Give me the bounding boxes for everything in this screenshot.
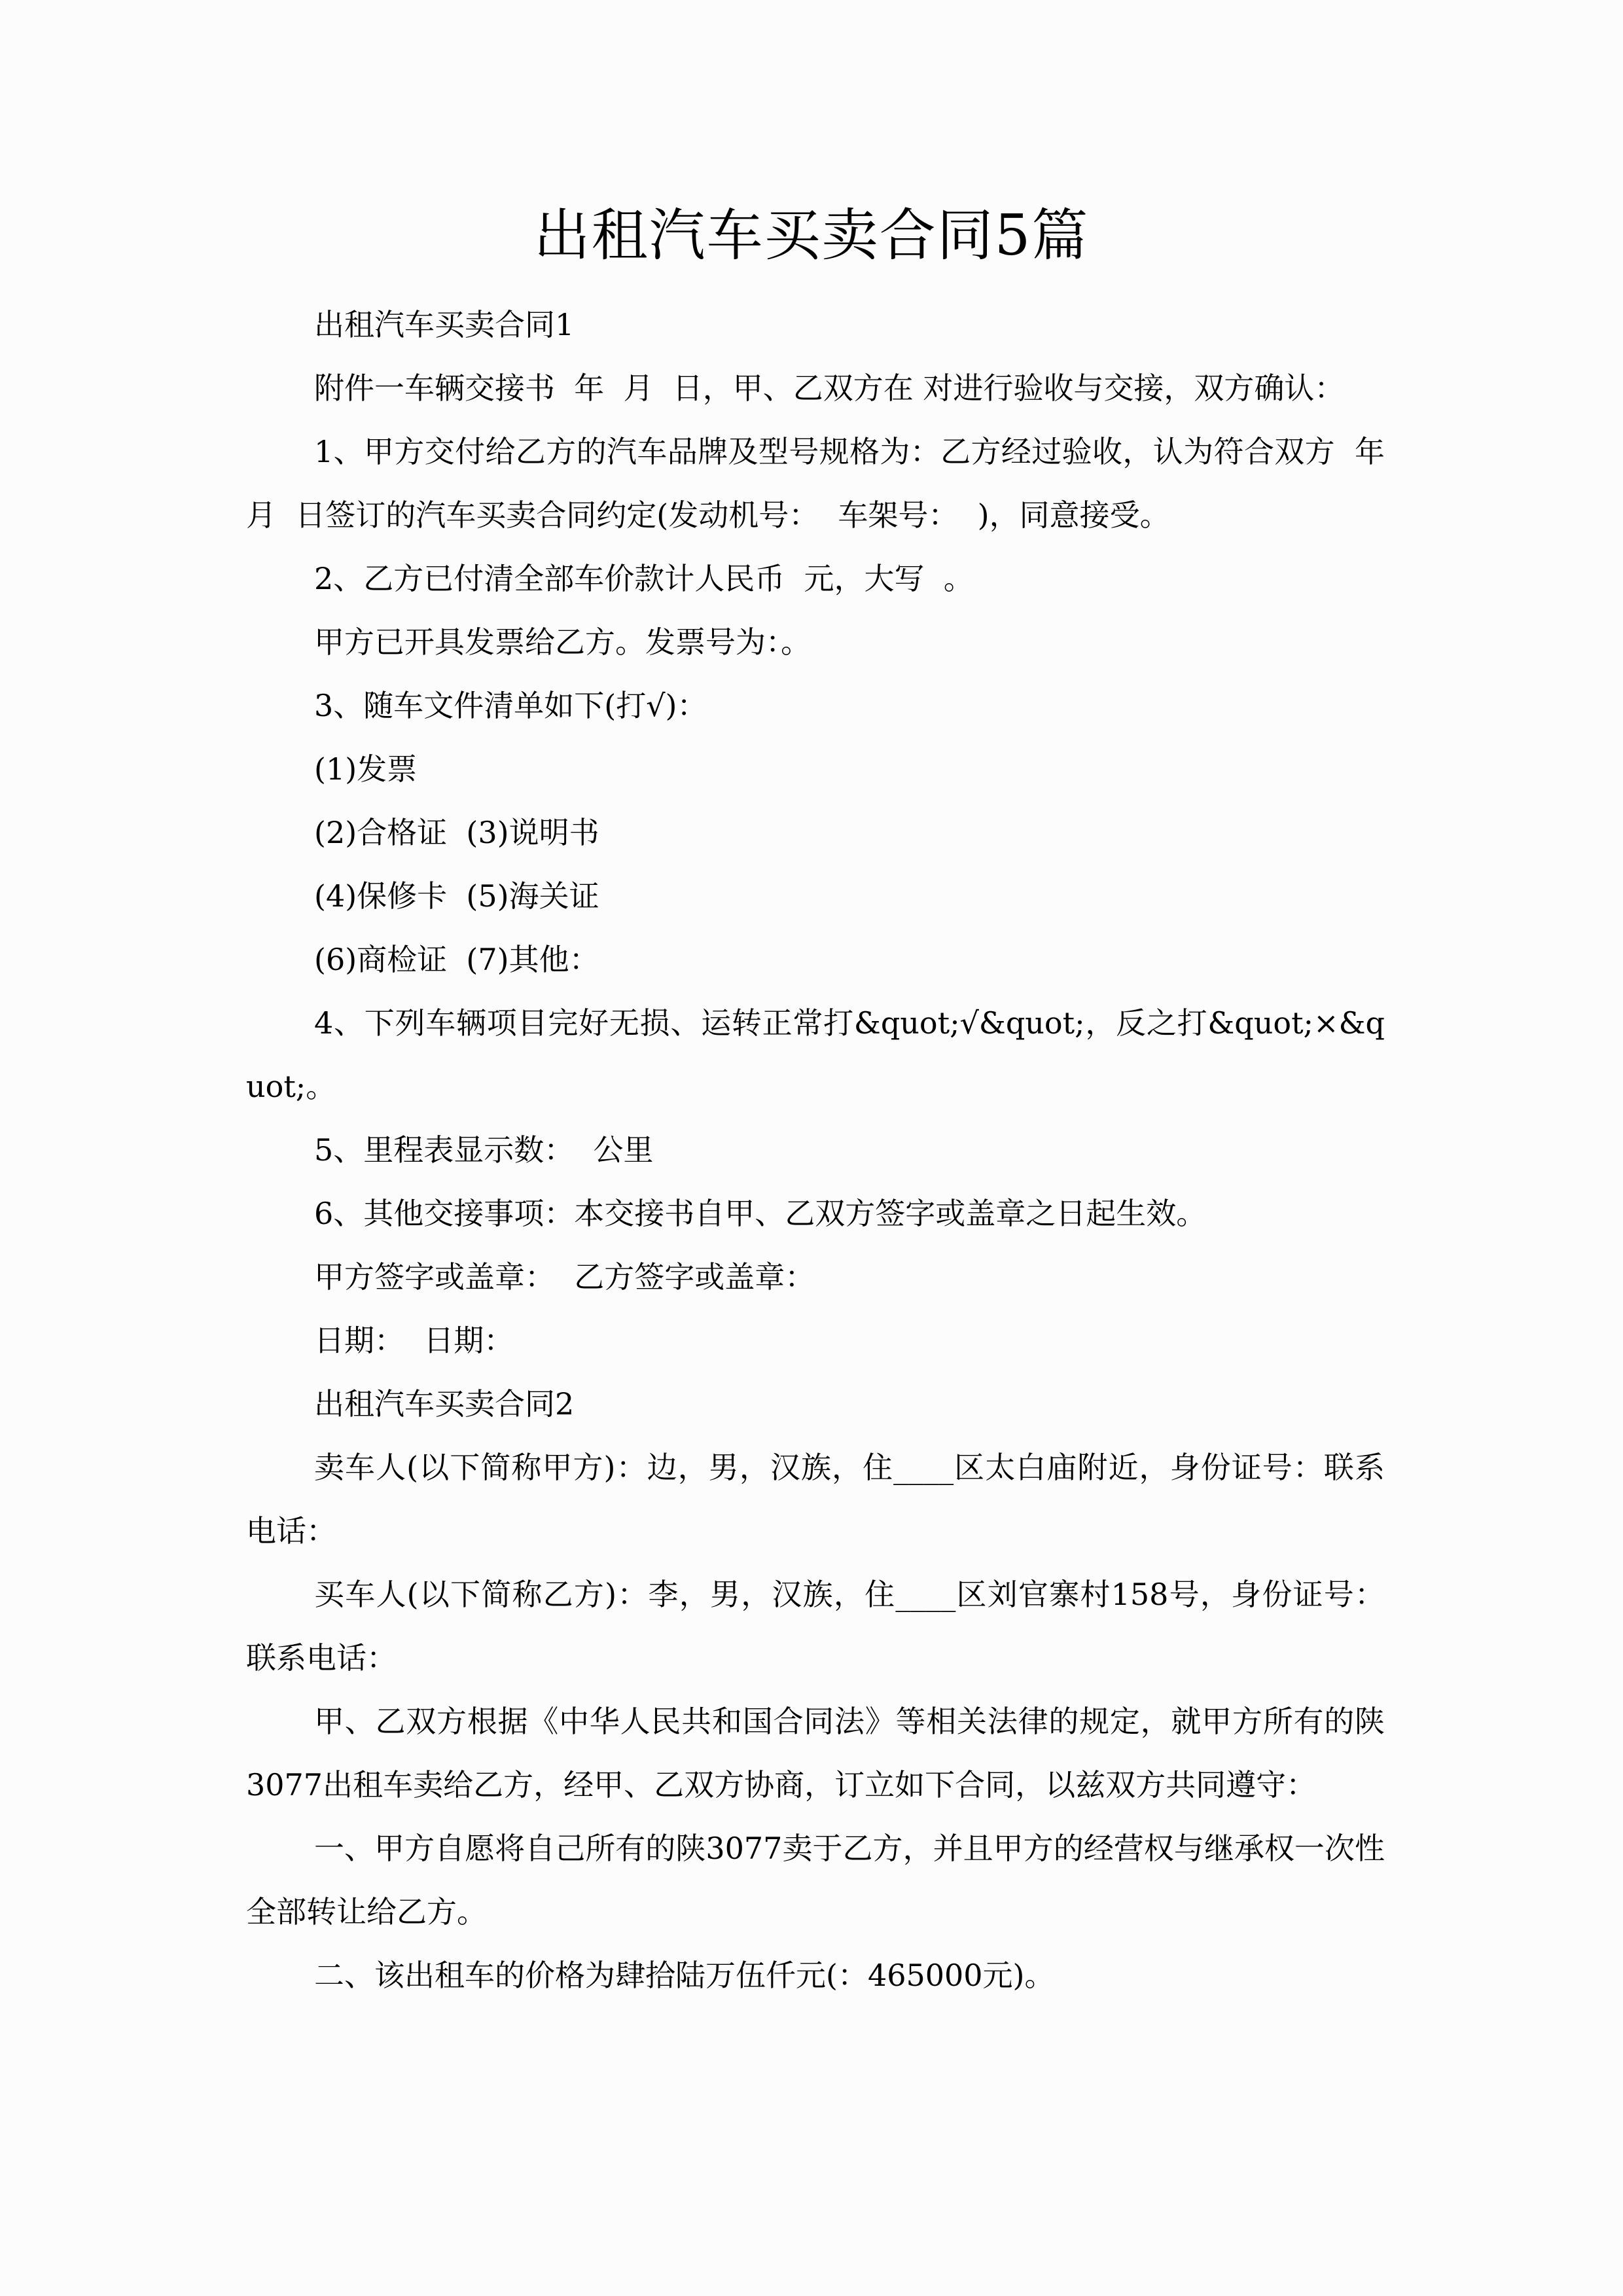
paragraph-buyer: 买车人(以下简称乙方)：李，男，汉族，住____区刘官寨村158号，身份证号： 联系电话： xyxy=(246,1577,1404,1676)
section-heading-contract-2: 出租汽车买卖合同2 xyxy=(314,1386,575,1422)
signature-line: 甲方签字或盖章： 乙方签字或盖章： xyxy=(314,1259,815,1295)
section-heading-contract-1: 出租汽车买卖合同1 xyxy=(314,307,575,342)
date-line: 日期： 日期： xyxy=(314,1323,514,1358)
paragraph-item-1: 1、甲方交付给乙方的汽车品牌及型号规格为：乙方经过验收，认为符合双方 年 月 日签订的汽车买卖合同约定(发动机号： 车架号： )，同意接受。 xyxy=(246,434,1404,533)
document-body xyxy=(246,293,1404,2007)
paragraph-item-4: 4、下列车辆项目完好无损、运转正常打&quot;√&quot;，反之打&quot;×&quot;。 xyxy=(246,1005,1385,1104)
checklist-line-2: (2)合格证 (3)说明书 xyxy=(314,815,599,850)
paragraph-item-2: 2、乙方已付清全部车价款计人民币 元，大写 。 xyxy=(314,561,974,596)
checklist-line-4: (6)商检证 (7)其他： xyxy=(314,942,599,977)
paragraph-item-3: 3、随车文件清单如下(打√)： xyxy=(314,688,707,723)
paragraph-item-5: 5、里程表显示数： 公里 xyxy=(314,1132,654,1168)
clause-1: 一、甲方自愿将自己所有的陕3077卖于乙方，并且甲方的经营权与继承权一次性全部转让给乙方。 xyxy=(246,1831,1385,1929)
paragraph-invoice: 甲方已开具发票给乙方。发票号为：。 xyxy=(314,624,811,660)
clause-2: 二、该出租车的价格为肆拾陆万伍仟元(：465000元)。 xyxy=(314,1958,1055,1993)
paragraph-seller: 卖车人(以下简称甲方)：边，男，汉族，住____区太白庙附近，身份证号：联系电话： xyxy=(246,1450,1385,1549)
checklist-line-3: (4)保修卡 (5)海关证 xyxy=(314,878,599,914)
document-title: 出租汽车买卖合同5篇 xyxy=(533,203,1090,268)
checklist-line-1: (1)发票 xyxy=(314,751,418,787)
paragraph-item-6: 6、其他交接事项：本交接书自甲、乙双方签字或盖章之日起生效。 xyxy=(314,1196,1207,1231)
paragraph-handover-intro: 附件一车辆交接书 年 月 日，甲、乙双方在 对进行验收与交接，双方确认： xyxy=(314,370,1345,406)
paragraph-preamble: 甲、乙双方根据《中华人民共和国合同法》等相关法律的规定，就甲方所有的陕3077出租车卖给乙方，经甲、乙双方协商，订立如下合同，以兹双方共同遵守： xyxy=(246,1704,1385,1803)
